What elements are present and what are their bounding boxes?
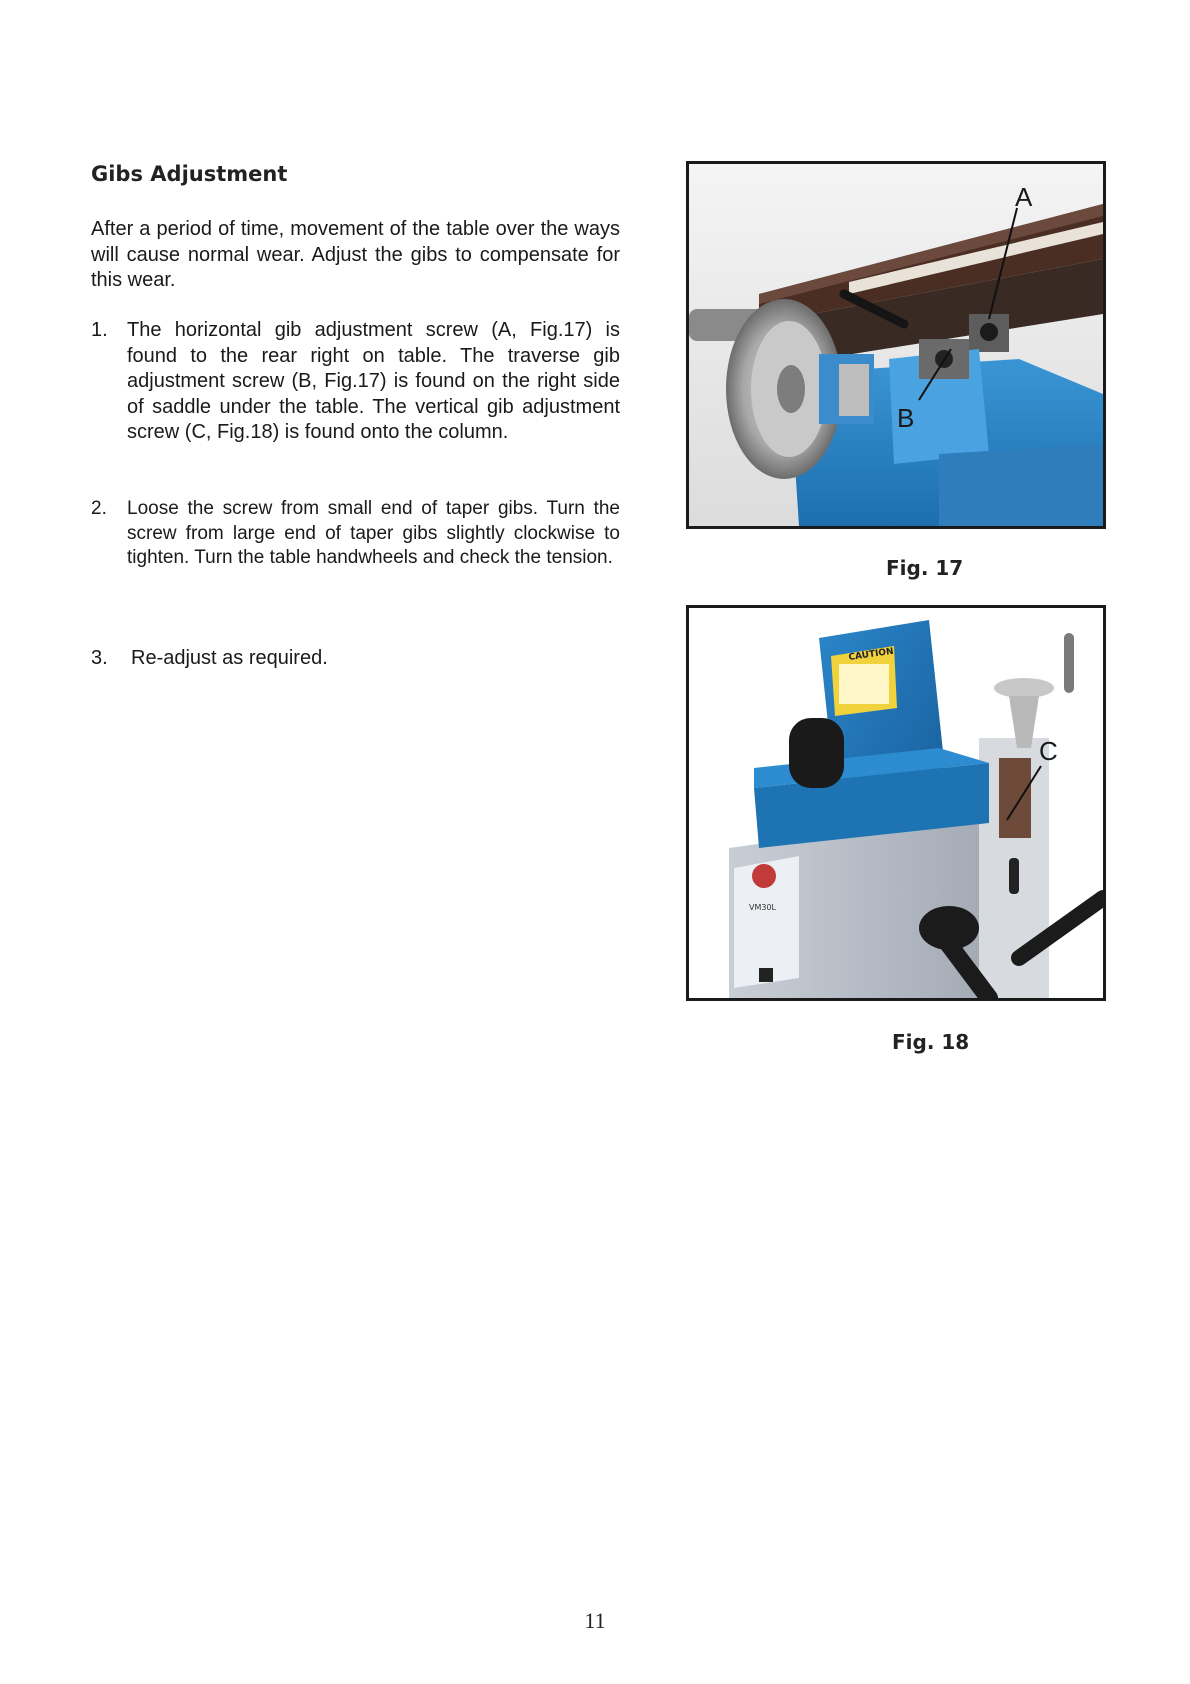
step-text: Loose the screw from small end of taper gibs. Turn the screw from large end of taper gibs slightly clockwise to tighten. Turn the table handwheels and check the tension. — [127, 498, 620, 568]
figure-label-c: C — [1039, 736, 1058, 766]
figure-label-b: B — [897, 403, 915, 433]
step-number: 1. — [91, 319, 108, 341]
figure-17-caption: Fig. 17 — [886, 556, 964, 580]
intro-paragraph: After a period of time, movement of the table over the ways will cause normal wear. Adjust the gibs to compensate for this wear. — [91, 218, 620, 291]
step-number: 2. — [91, 498, 107, 519]
section-heading: Gibs Adjustment — [91, 162, 288, 186]
milling-table-illustration — [689, 164, 1103, 526]
figure-label-a: A — [1015, 182, 1033, 212]
figure-18-photo — [686, 605, 1106, 1001]
page-number: 11 — [584, 1608, 606, 1633]
milling-column-illustration — [689, 608, 1103, 998]
step-number: 3. — [91, 647, 108, 669]
step-text: The horizontal gib adjustment screw (A, Fig.17) is found to the rear right on table. The traverse gib adjustment screw (B, Fig.17) is found on the right side of saddle under the table. The vertical gib adjustment screw (C, Fig.18) is found onto the column. — [127, 319, 620, 443]
machine-plate-text: VM30L — [749, 903, 777, 912]
figure-18-caption: Fig. 18 — [892, 1030, 970, 1054]
step-text: Re-adjust as required. — [131, 647, 328, 669]
caution-label: CAUTION — [848, 646, 895, 663]
figure-17-photo — [686, 161, 1106, 529]
